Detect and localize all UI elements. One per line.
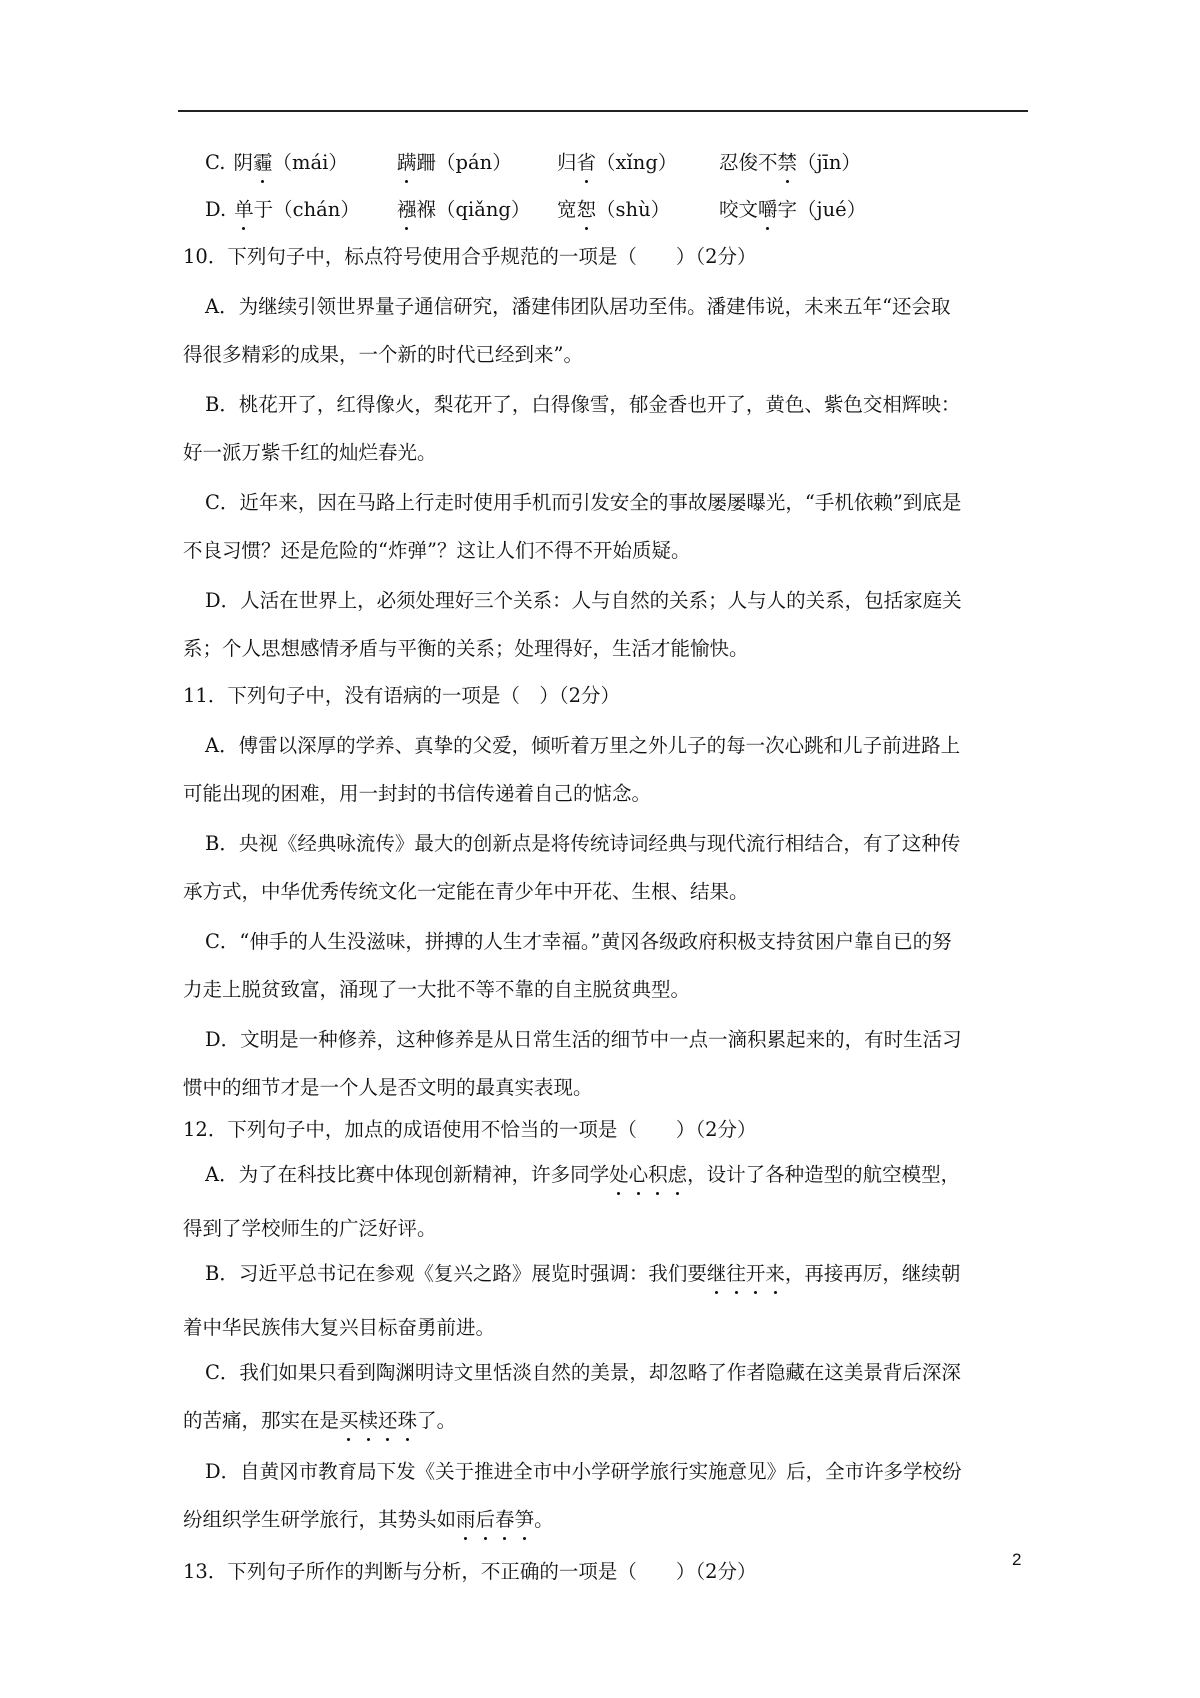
word-char: 跚 <box>416 151 437 174</box>
dotted-char: 往 <box>726 1262 746 1285</box>
q10-option-d-line1: D．人活在世界上，必须处理好三个关系：人与自然的关系；人与人的关系，包括家庭关 <box>205 589 962 612</box>
q10-option-c-line2: 不良习惯？还是危险的“炸弹”？这让人们不得不开始质疑。 <box>183 539 691 562</box>
page-number: 2 <box>1012 1550 1022 1569</box>
dotted-char: 还 <box>378 1409 398 1432</box>
q12-option-c-line2 <box>183 1409 456 1433</box>
option-label: D. <box>205 198 227 221</box>
dotted-char: 买 <box>339 1409 359 1432</box>
dotted-char: 单 <box>234 198 254 221</box>
text-segment: A．为了在科技比赛中体现创新精神，许多同学 <box>205 1163 610 1186</box>
q12-option-d-line1: D．自黄冈市教育局下发《关于推进全市中小学研学旅行实施意见》后，全市许多学校纷 <box>205 1460 962 1483</box>
dotted-char: 处 <box>609 1163 629 1186</box>
pinyin: （qiǎng） <box>436 198 531 221</box>
dotted-char: 霾 <box>252 151 273 174</box>
q10-option-d-line2: 系；个人思想感情矛盾与平衡的关系；处理得好，生活才能愉快。 <box>183 637 749 660</box>
q11-option-a-line1: A．傅雷以深厚的学养、真挚的父爱，倾听着万里之外儿子的每一次心跳和儿子前进路上 <box>205 734 961 757</box>
q10-stem: 10．下列句子中，标点符号使用合乎规范的一项是（ ）（2分） <box>183 245 757 268</box>
word-char: 宽 <box>557 198 577 221</box>
q12-option-c-line1: C．我们如果只看到陶渊明诗文里恬淡自然的美景，却忽略了作者隐藏在这美景背后深深 <box>205 1361 961 1384</box>
dotted-char: 禁 <box>777 151 798 174</box>
dotted-char: 开 <box>745 1262 766 1285</box>
dotted-char: 椟 <box>358 1409 379 1432</box>
dotted-char: 省 <box>576 151 597 174</box>
dotted-char: 蹒 <box>397 151 417 174</box>
q12-option-b-line1 <box>205 1262 960 1286</box>
word-char: 咬文 <box>719 198 759 221</box>
pinyin: （pán） <box>436 151 512 174</box>
text-segment: 。 <box>534 1508 554 1531</box>
header-rule <box>178 110 1028 112</box>
text-segment: 纷组织学生研学旅行，其势头如 <box>183 1508 457 1531</box>
word-char: 归 <box>557 151 577 174</box>
q12-option-a-line2: 得到了学校师生的广泛好评。 <box>183 1217 437 1240</box>
q12-stem: 12．下列句子中，加点的成语使用不恰当的一项是（ ）（2分） <box>183 1118 757 1141</box>
q13-stem: 13．下列句子所作的判断与分析，不正确的一项是（ ）（2分） <box>183 1560 757 1583</box>
dotted-char: 笋 <box>514 1508 535 1531</box>
pinyin: （xǐng） <box>596 151 678 174</box>
dotted-char: 珠 <box>397 1409 418 1432</box>
q9-option-d <box>205 198 867 222</box>
option-label: C. <box>205 151 226 174</box>
dotted-char: 虑 <box>667 1163 688 1186</box>
dotted-char: 心 <box>628 1163 649 1186</box>
word-char: 字 <box>777 198 798 221</box>
q10-option-b-line1: B．桃花开了，红得像火，梨花开了，白得像雪，郁金香也开了，黄色、紫色交相辉映： <box>205 393 961 416</box>
q10-option-b-line2: 好一派万紫千红的灿烂春光。 <box>183 441 437 464</box>
word-char: 于 <box>253 198 274 221</box>
pinyin: （jué） <box>797 198 867 221</box>
q12-option-b-line2: 着中华民族伟大复兴目标奋勇前进。 <box>183 1316 496 1339</box>
q10-option-a-line2: 得很多精彩的成果，一个新的时代已经到来”。 <box>183 343 583 366</box>
q11-option-d-line1: D．文明是一种修养，这种修养是从日常生活的细节中一点一滴积累起来的，有时生活习 <box>205 1028 962 1051</box>
dotted-char: 积 <box>648 1163 668 1186</box>
text-segment: ，再接再厉，继续朝 <box>784 1262 961 1285</box>
q11-option-c-line2: 力走上脱贫致富，涌现了一大批不等不靠的自主脱贫典型。 <box>183 978 691 1001</box>
q10-option-a-line1: A．为继续引领世界量子通信研究，潘建伟团队居功至伟。潘建伟说，未来五年“还会取 <box>205 295 951 318</box>
q11-option-d-line2: 惯中的细节才是一个人是否文明的最真实表现。 <box>183 1076 593 1099</box>
pinyin: （jīn） <box>797 151 861 174</box>
q12-option-d-line2 <box>183 1508 554 1532</box>
dotted-char: 来 <box>765 1262 785 1285</box>
dotted-char: 襁 <box>397 198 417 221</box>
q11-option-b-line2: 承方式，中华优秀传统文化一定能在青少年中开花、生根、结果。 <box>183 880 749 903</box>
q11-option-a-line2: 可能出现的困难，用一封封的书信传递着自己的惦念。 <box>183 782 652 805</box>
pinyin: （shù） <box>596 198 671 221</box>
word-char: 忍俊不 <box>719 151 778 174</box>
word-char: 阴 <box>233 151 253 174</box>
dotted-char: 嚼 <box>758 198 778 221</box>
dotted-char: 雨 <box>456 1508 476 1531</box>
pinyin: （chán） <box>273 198 360 221</box>
dotted-char: 后 <box>475 1508 496 1531</box>
q12-option-a-line1 <box>205 1163 960 1187</box>
dotted-char: 继 <box>706 1262 727 1285</box>
text-segment: ，设计了各种造型的航空模型， <box>687 1163 961 1186</box>
dotted-char: 恕 <box>576 198 597 221</box>
q10-option-c-line1: C．近年来，因在马路上行走时使用手机而引发安全的事故屡屡曝光，“手机依赖”到底是 <box>205 491 962 514</box>
dotted-char: 春 <box>495 1508 515 1531</box>
q11-stem: 11．下列句子中，没有语病的一项是（ ）（2分） <box>183 684 620 707</box>
pinyin: （mái） <box>272 151 348 174</box>
text-segment: B．习近平总书记在参观《复兴之路》展览时强调：我们要 <box>205 1262 707 1285</box>
q11-option-c-line1: C．“伸手的人生没滋味，拼搏的人生才幸福。”黄冈各级政府积极支持贫困户靠自已的努 <box>205 930 952 953</box>
word-char: 褓 <box>416 198 437 221</box>
q11-option-b-line1: B．央视《经典咏流传》最大的创新点是将传统诗词经典与现代流行相结合，有了这种传 <box>205 832 961 855</box>
text-segment: 的苦痛，那实在是 <box>183 1409 340 1432</box>
text-segment: 了。 <box>417 1409 457 1432</box>
q9-option-c <box>205 151 861 175</box>
